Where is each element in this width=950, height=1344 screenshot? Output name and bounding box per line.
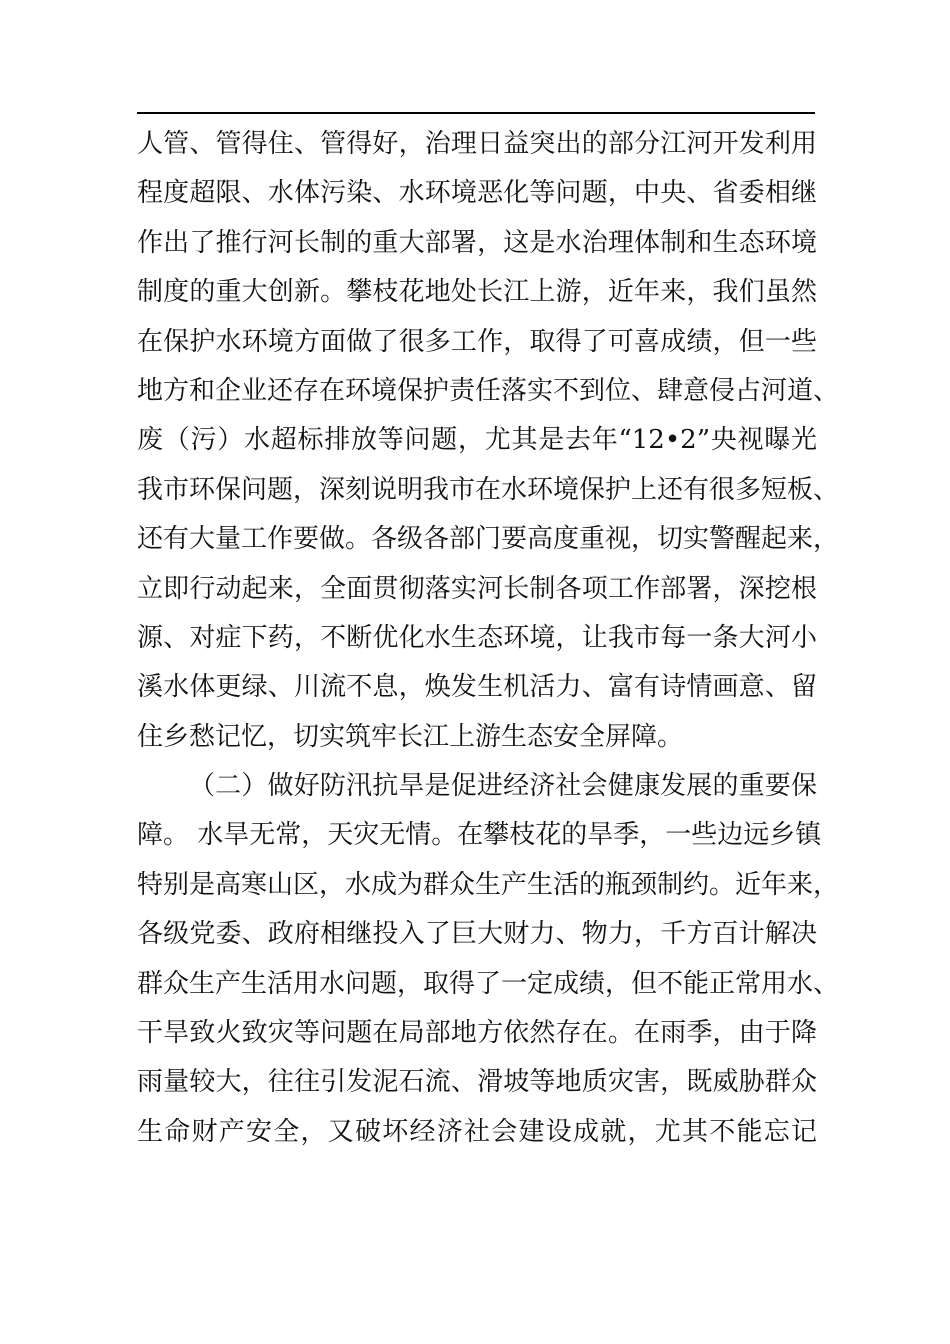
- text-line: 我市环保问题，深刻说明我市在水环境保护上还有很多短板、: [137, 474, 840, 505]
- text-line: 在保护水环境方面做了很多工作，取得了可喜成绩，但一些: [137, 326, 817, 357]
- text-line: 干旱致火致灾等问题在局部地方依然存在。在雨季，由于降: [137, 1018, 817, 1049]
- text-line: 制度的重大创新。攀枝花地处长江上游，近年来，我们虽然: [137, 277, 817, 308]
- paragraph-end-line: 住乡愁记忆，切实筑牢长江上游生态安全屏障。: [137, 721, 684, 752]
- body-text: [137, 120, 840, 1157]
- text-line: 特别是高寒山区，水成为群众生产生活的瓶颈制约。近年来，: [137, 869, 840, 900]
- text-line: 溪水体更绿、川流不息，焕发生机活力、富有诗情画意、留: [137, 672, 817, 703]
- text-line: 作出了推行河长制的重大部署，这是水治理体制和生态环境: [137, 227, 817, 258]
- text-line: 还有大量工作要做。各级各部门要高度重视，切实警醒起来，: [137, 524, 840, 555]
- text-line: 生命财产安全，又破坏经济社会建设成就，尤其不能忘记: [137, 1116, 817, 1147]
- text-line: 地方和企业还存在环境保护责任落实不到位、肆意侵占河道、: [137, 375, 840, 406]
- text-line: 立即行动起来，全面贯彻落实河长制各项工作部署，深挖根: [137, 573, 817, 604]
- text-line: 雨量较大，往往引发泥石流、滑坡等地质灾害，既威胁群众: [137, 1067, 817, 1098]
- text-line: 各级党委、政府相继投入了巨大财力、物力，千方百计解决: [137, 919, 817, 950]
- section-heading-line: （二）做好防汛抗旱是促进经济社会健康发展的重要保: [189, 771, 817, 802]
- text-line: 源、对症下药，不断优化水生态环境，让我市每一条大河小: [137, 622, 817, 653]
- text-line: 障。 水旱无常，天灾无情。在攀枝花的旱季，一些边远乡镇: [137, 820, 822, 851]
- text-line: 群众生产生活用水问题，取得了一定成绩，但不能正常用水、: [137, 968, 840, 999]
- text-line: 程度超限、水体污染、水环境恶化等问题，中央、省委相继: [137, 178, 817, 209]
- header-rule: [137, 112, 815, 114]
- text-line: 废（污）水超标排放等问题，尤其是去年“12•2”央视曝光: [137, 425, 817, 456]
- text-line: 人管、管得住、管得好，治理日益突出的部分江河开发利用: [137, 129, 817, 159]
